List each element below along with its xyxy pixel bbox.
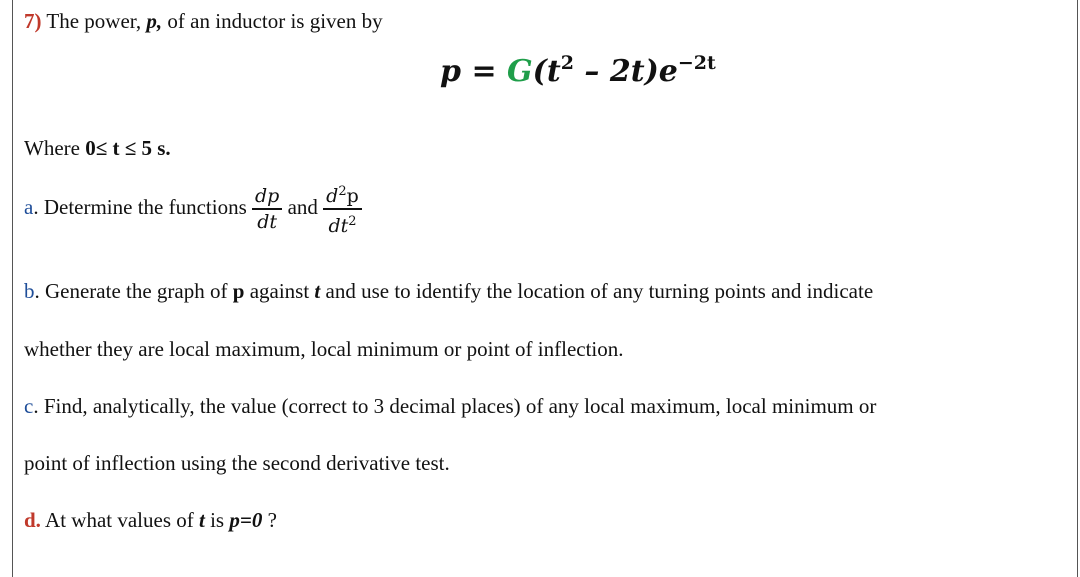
numerator-sup: 2	[338, 184, 347, 199]
fraction-d2p-dt2	[323, 180, 362, 238]
domain-range: 0≤ t ≤ 5 s.	[85, 136, 171, 160]
part-c-line1	[24, 396, 876, 417]
part-a-letter: a	[24, 194, 34, 219]
part-d-t1: At what values of	[45, 508, 194, 532]
question-number: 7)	[24, 9, 42, 33]
power-equation	[440, 52, 716, 89]
part-d-condition: p=0	[229, 508, 263, 532]
part-b-t3: and use to identify the location of any turning points and indicate	[325, 279, 874, 303]
equation-equals: =	[471, 54, 497, 89]
part-b-letter: b	[24, 279, 35, 303]
part-d-t3: ?	[267, 508, 277, 532]
equation-g: G	[507, 54, 533, 89]
part-c-letter: c	[24, 394, 34, 418]
part-a-and: and	[287, 194, 318, 219]
equation-square: 2	[560, 52, 574, 74]
fraction-dp-dt-denominator: dt	[257, 211, 278, 233]
fraction-dp-dt-numerator: dp	[252, 184, 282, 210]
part-c-line2: point of inflection using the second derivative test.	[24, 451, 450, 475]
intro-variable: p,	[146, 9, 163, 33]
part-d-t2: is	[210, 508, 225, 532]
question-intro	[24, 11, 383, 32]
part-b-t2: against	[249, 279, 310, 303]
part-b-var-t: t	[314, 279, 321, 303]
domain-prefix: Where	[24, 136, 80, 160]
part-d	[24, 510, 277, 531]
intro-suffix: of an inductor is given by	[167, 9, 383, 33]
part-b-var-p: p	[232, 279, 245, 303]
part-b-dot: .	[34, 279, 40, 303]
domain-line	[24, 138, 171, 159]
equation-lhs: p	[440, 54, 461, 89]
fraction-d2p-dt2-denominator	[323, 210, 362, 238]
denominator-dt: dt	[328, 215, 349, 237]
part-b-line1	[24, 281, 873, 302]
fraction-d2p-dt2-numerator	[323, 180, 362, 210]
part-a-dot: .	[33, 194, 39, 219]
intro-prefix: The power,	[46, 9, 142, 33]
part-c-dot: .	[33, 394, 39, 418]
part-c-text: Find, analytically, the value (correct to 3 decimal places) of any local maximum, local minimum or	[43, 394, 877, 418]
part-b-t1: Generate the graph of	[45, 279, 228, 303]
part-d-label: d.	[24, 508, 41, 532]
part-d-var-t: t	[199, 508, 205, 532]
equation-mid: – 2t)e	[584, 54, 678, 89]
denominator-sup: 2	[348, 214, 357, 229]
numerator-var: p	[346, 185, 359, 207]
part-a-text: Determine the functions	[43, 194, 247, 219]
part-b-line2: whether they are local maximum, local minimum or point of inflection.	[24, 337, 624, 361]
equation-open: (t	[532, 54, 561, 89]
numerator-d: d	[326, 185, 339, 207]
part-a	[24, 180, 362, 238]
fraction-dp-dt	[252, 184, 282, 234]
equation-exponent: −2t	[677, 52, 716, 74]
